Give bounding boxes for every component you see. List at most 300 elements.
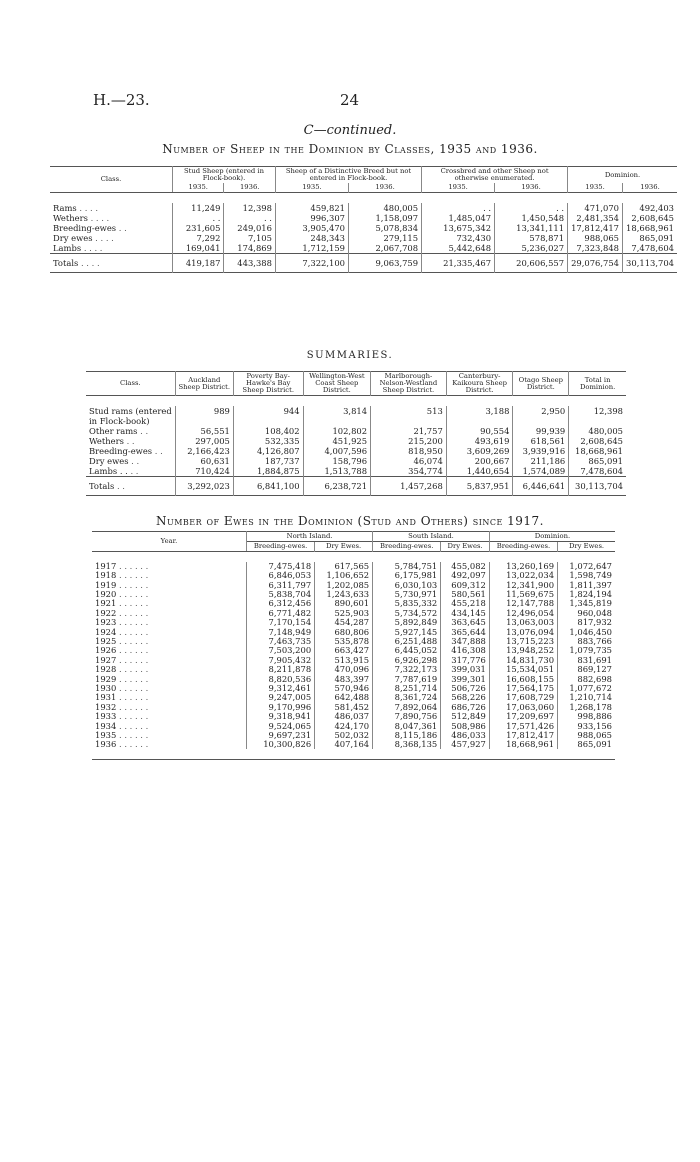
table-cell	[513, 416, 569, 426]
row-label	[50, 213, 173, 223]
table-cell: 1,072,647	[558, 562, 615, 571]
leader-dots: . . . . . .	[119, 720, 149, 731]
table-cell: 1,210,714	[558, 693, 615, 702]
table-row	[86, 466, 626, 477]
year-header: 1935.	[422, 183, 495, 193]
table-cell: 578,871	[495, 233, 568, 243]
year-text: 1932	[95, 701, 117, 712]
table-cell: 512,849	[441, 712, 490, 721]
spacer-row	[86, 396, 626, 407]
column-header: Year.	[92, 532, 247, 552]
table-row	[86, 406, 626, 416]
year-text: 1922	[95, 607, 117, 618]
table-cell: 7,475,418	[247, 562, 315, 571]
table-cell: 12,398	[224, 203, 275, 213]
column-header: Poverty Bay-Hawke's Bay Sheep District.	[233, 372, 303, 396]
table-cell: 5,835,332	[373, 599, 441, 608]
row-label-text: Rams	[53, 202, 77, 213]
table-cell: 1,712,159	[275, 243, 348, 254]
row-label-text: Stud rams (entered	[89, 405, 172, 416]
table-cell: 297,005	[175, 436, 233, 446]
table-cell: 1,811,397	[558, 580, 615, 589]
row-label	[86, 446, 175, 456]
table-cell: 618,561	[513, 436, 569, 446]
leader-dots: . . . .	[90, 212, 110, 223]
table-cell: 617,565	[315, 562, 373, 571]
table-cell: 56,551	[175, 426, 233, 436]
table-cell: 532,335	[233, 436, 303, 446]
table-cell: 459,821	[275, 203, 348, 213]
row-label	[50, 254, 173, 273]
row-label-text: Wethers	[89, 435, 124, 446]
table-cell: 9,063,759	[349, 254, 422, 273]
leader-dots: . . . . . .	[119, 692, 149, 703]
table-cell: 231,605	[173, 223, 224, 233]
table-cell: 158,796	[303, 456, 371, 466]
row-label-text: Wethers	[53, 212, 88, 223]
table-cell: 831,691	[558, 656, 615, 665]
row-label-text: Other rams	[89, 425, 138, 436]
leader-dots: . . . . . .	[119, 579, 149, 590]
table-cell: 13,948,252	[489, 646, 557, 655]
table-cell: 187,737	[233, 456, 303, 466]
table-cell: 248,343	[275, 233, 348, 243]
table-row	[92, 665, 615, 674]
year-text: 1917	[95, 560, 117, 571]
table-cell: 21,757	[371, 426, 447, 436]
table-cell: 108,402	[233, 426, 303, 436]
table-cell: 996,307	[275, 213, 348, 223]
year-header: 1935.	[275, 183, 348, 193]
table-cell: 90,554	[446, 426, 513, 436]
table-cell: 944	[233, 406, 303, 416]
year-text: 1931	[95, 692, 117, 703]
table-cell: 3,939,916	[513, 446, 569, 456]
leader-dots: . . . .	[80, 257, 100, 268]
table-cell: 13,715,223	[489, 637, 557, 646]
table-cell: 486,033	[441, 731, 490, 740]
table-cell: 680,806	[315, 627, 373, 636]
table-cell: 1,598,749	[558, 571, 615, 580]
table-cell: 9,318,941	[247, 712, 315, 721]
row-label	[50, 203, 173, 213]
table-cell: 5,442,648	[422, 243, 495, 254]
table-cell: 2,608,645	[569, 436, 626, 446]
table-row	[92, 618, 615, 627]
year-header: 1936.	[623, 183, 677, 193]
table-row	[50, 233, 677, 243]
table-cell: 642,488	[315, 693, 373, 702]
row-label-text: Lambs	[53, 242, 82, 253]
ewes-since-1917-table	[92, 531, 615, 760]
table-cell: 6,841,100	[233, 477, 303, 496]
table-cell: 200,667	[446, 456, 513, 466]
table-cell: 399,031	[441, 665, 490, 674]
table-row	[86, 477, 626, 496]
year-text: 1936	[95, 739, 117, 750]
column-header: Wellington-West Coast Sheep District.	[303, 372, 371, 396]
table-cell: 8,211,878	[247, 665, 315, 674]
spacer-cell	[86, 396, 175, 407]
row-label-text: Breeding-ewes	[53, 222, 117, 233]
table-cell: 9,697,231	[247, 731, 315, 740]
row-label	[86, 416, 175, 426]
spacer-cell	[50, 193, 173, 204]
leader-dots: . . . . . .	[119, 711, 149, 722]
table-cell	[371, 416, 447, 426]
table-cell	[569, 416, 626, 426]
table-cell: 883,766	[558, 637, 615, 646]
row-label	[50, 223, 173, 233]
table-cell: 347,888	[441, 637, 490, 646]
table-cell: 470,096	[315, 665, 373, 674]
table-cell	[233, 416, 303, 426]
table-cell: . .	[422, 203, 495, 213]
table-cell: 865,091	[569, 456, 626, 466]
table-cell: 1,884,875	[233, 466, 303, 477]
table-row	[86, 436, 626, 446]
year-text: 1929	[95, 673, 117, 684]
group-header: Crossbred and other Sheep not otherwise enumerated.	[422, 167, 568, 184]
table-cell: 960,048	[558, 609, 615, 618]
table-cell: 5,734,572	[373, 609, 441, 618]
table-cell: 6,926,298	[373, 656, 441, 665]
table-cell	[175, 416, 233, 426]
table-cell: 8,115,186	[373, 731, 441, 740]
table-cell: 7,478,604	[623, 243, 677, 254]
table-cell: 1,485,047	[422, 213, 495, 223]
table-cell: 12,496,054	[489, 609, 557, 618]
row-label	[86, 406, 175, 416]
table-cell: 211,186	[513, 456, 569, 466]
group-header: South Island.	[373, 532, 490, 542]
table-cell: 513,915	[315, 656, 373, 665]
table-cell: 7,105	[224, 233, 275, 243]
table-cell: 1,077,672	[558, 684, 615, 693]
table-cell: 6,445,052	[373, 646, 441, 655]
year-header: 1936.	[224, 183, 275, 193]
table-cell: 7,890,756	[373, 712, 441, 721]
column-header: Class.	[50, 167, 173, 193]
table-cell: . .	[224, 213, 275, 223]
table-cell: 46,074	[371, 456, 447, 466]
table-cell: 535,878	[315, 637, 373, 646]
row-label	[86, 456, 175, 466]
table-cell: 17,812,417	[568, 223, 623, 233]
table-cell: 581,452	[315, 703, 373, 712]
table-cell: 1,243,633	[315, 590, 373, 599]
table-cell: 1,450,548	[495, 213, 568, 223]
year-text: 1925	[95, 636, 117, 647]
table-cell: 480,005	[569, 426, 626, 436]
table-cell: 8,251,714	[373, 684, 441, 693]
spacer-row	[50, 193, 677, 204]
table-cell: 7,323,848	[568, 243, 623, 254]
table-cell: 2,166,423	[175, 446, 233, 456]
table-cell: 817,932	[558, 618, 615, 627]
leader-dots: . . . . . .	[119, 560, 149, 571]
table-cell: 7,292	[173, 233, 224, 243]
table-cell: 988,065	[558, 731, 615, 740]
table-cell: 513	[371, 406, 447, 416]
group-header: Sheep of a Distinctive Breed but not entered in Flock-book.	[275, 167, 421, 184]
table-cell: 5,236,027	[495, 243, 568, 254]
group-header: Dominion.	[568, 167, 677, 184]
table-cell: 568,226	[441, 693, 490, 702]
table-row	[86, 426, 626, 436]
table-cell: 732,430	[422, 233, 495, 243]
table-cell: 2,481,354	[568, 213, 623, 223]
year-text: 1935	[95, 729, 117, 740]
table-cell: 6,446,641	[513, 477, 569, 496]
table-cell: 998,886	[558, 712, 615, 721]
table-cell: 17,564,175	[489, 684, 557, 693]
table-cell: 483,397	[315, 674, 373, 683]
table-cell: 6,312,456	[247, 599, 315, 608]
table-cell: 6,771,482	[247, 609, 315, 618]
year-header: 1935.	[173, 183, 224, 193]
table-row	[86, 416, 626, 426]
table-cell: 890,601	[315, 599, 373, 608]
table-row	[86, 446, 626, 456]
table-row	[92, 740, 615, 749]
table-cell: 13,341,111	[495, 223, 568, 233]
table-cell: 29,076,754	[568, 254, 623, 273]
table-cell: 354,774	[371, 466, 447, 477]
table-cell: 12,147,788	[489, 599, 557, 608]
table-row	[92, 712, 615, 721]
leader-dots: . . . . . .	[119, 617, 149, 628]
row-label-text: Dry ewes	[53, 232, 93, 243]
table-cell: 4,126,807	[233, 446, 303, 456]
row-label	[86, 466, 175, 477]
table-row	[50, 203, 677, 213]
table-cell: 1,824,194	[558, 590, 615, 599]
table-cell: 18,668,961	[623, 223, 677, 233]
sub-header: Breeding-ewes.	[247, 542, 315, 552]
table-cell: 1,046,450	[558, 627, 615, 636]
column-header: Canterbury-Kaikoura Sheep District.	[446, 372, 513, 396]
table2-title: SUMMARIES.	[306, 350, 394, 361]
table-cell: 17,209,697	[489, 712, 557, 721]
table-cell: 12,398	[569, 406, 626, 416]
table-row	[92, 571, 615, 580]
sheep-by-classes-table	[50, 166, 677, 273]
row-label-text: Lambs . .	[89, 465, 128, 476]
row-label-text: Breeding-ewes	[89, 445, 153, 456]
table-cell: 12,341,900	[489, 580, 557, 589]
year-header: 1936.	[495, 183, 568, 193]
table-cell: 10,300,826	[247, 740, 315, 749]
table-cell: . .	[495, 203, 568, 213]
table-cell: 7,892,064	[373, 703, 441, 712]
table-cell: 471,070	[568, 203, 623, 213]
table-cell: 407,164	[315, 740, 373, 749]
leader-dots: . .	[116, 480, 125, 491]
table-cell: 506,726	[441, 684, 490, 693]
table-cell: 7,905,432	[247, 656, 315, 665]
table-cell: 1,345,819	[558, 599, 615, 608]
table-cell: 7,148,949	[247, 627, 315, 636]
table3-title: Number of Ewes in the Dominion (Stud and Others) since 1917.	[155, 514, 544, 528]
table-cell: 363,645	[441, 618, 490, 627]
leader-dots: . . . . . .	[119, 626, 149, 637]
sub-header: Breeding-ewes.	[489, 542, 557, 552]
table-cell: 3,814	[303, 406, 371, 416]
leader-dots: . . . . . .	[119, 664, 149, 675]
table-cell: 1,574,089	[513, 466, 569, 477]
table-cell: 21,335,467	[422, 254, 495, 273]
table-cell: 2,950	[513, 406, 569, 416]
table-cell: 7,787,619	[373, 674, 441, 683]
group-header: North Island.	[247, 532, 373, 542]
leader-dots: . . . . . .	[119, 701, 149, 712]
table-cell: 279,115	[349, 233, 422, 243]
leader-dots: . . . . . .	[119, 729, 149, 740]
table-cell: 5,837,951	[446, 477, 513, 496]
table-cell: 2,608,645	[623, 213, 677, 223]
year-text: 1934	[95, 720, 117, 731]
year-text: 1918	[95, 570, 117, 581]
table-cell: 6,175,981	[373, 571, 441, 580]
table1-title: Number of Sheep in the Dominion by Classes, 1935 and 1936.	[162, 142, 538, 156]
table-cell: 5,730,971	[373, 590, 441, 599]
table-cell: 525,903	[315, 609, 373, 618]
table-cell: 8,820,536	[247, 674, 315, 683]
table-cell: 9,247,005	[247, 693, 315, 702]
table-cell: 14,831,730	[489, 656, 557, 665]
table-cell: 502,032	[315, 731, 373, 740]
table-row	[86, 456, 626, 466]
table-cell: 416,308	[441, 646, 490, 655]
row-label	[86, 477, 175, 496]
table-cell: 663,427	[315, 646, 373, 655]
table-cell: 1,513,788	[303, 466, 371, 477]
table-cell: 1,202,085	[315, 580, 373, 589]
table-cell: 13,063,003	[489, 618, 557, 627]
table-cell: 16,608,155	[489, 674, 557, 683]
leader-dots: . . . . . .	[119, 654, 149, 665]
row-label-text: Dry ewes	[89, 455, 129, 466]
year-text: 1926	[95, 645, 117, 656]
table-cell: 5,784,751	[373, 562, 441, 571]
table-cell: 15,534,051	[489, 665, 557, 674]
table-cell: 365,644	[441, 627, 490, 636]
table-cell: 17,571,426	[489, 721, 557, 730]
year-text: 1920	[95, 589, 117, 600]
table-cell: 13,076,094	[489, 627, 557, 636]
row-label	[86, 426, 175, 436]
table-cell: 455,082	[441, 562, 490, 571]
year-text: 1923	[95, 617, 117, 628]
table-cell: 11,569,675	[489, 590, 557, 599]
table-cell: 13,022,034	[489, 571, 557, 580]
table-cell	[446, 416, 513, 426]
table-row	[50, 254, 677, 273]
leader-dots: . . . .	[95, 232, 114, 243]
table-cell: 7,322,100	[275, 254, 348, 273]
year-text: 1919	[95, 579, 117, 590]
row-label	[50, 233, 173, 243]
table-cell: 7,478,604	[569, 466, 626, 477]
table-cell: 1,158,097	[349, 213, 422, 223]
table-cell: 8,368,135	[373, 740, 441, 749]
table-cell: 434,145	[441, 609, 490, 618]
year-header: 1936.	[349, 183, 422, 193]
table-cell: 5,927,145	[373, 627, 441, 636]
table-cell: 686,726	[441, 703, 490, 712]
table-row	[50, 243, 677, 254]
spacer-cell	[92, 749, 247, 759]
table-cell: 710,424	[175, 466, 233, 477]
sub-header: Dry Ewes.	[441, 542, 490, 552]
table-cell: 7,463,735	[247, 637, 315, 646]
leader-dots: . .	[126, 435, 135, 446]
column-header: Otago Sheep District.	[513, 372, 569, 396]
table-cell: 818,950	[371, 446, 447, 456]
year-label	[92, 740, 247, 749]
column-header: Total in Dominion.	[569, 372, 626, 396]
summaries-table	[86, 371, 626, 496]
table-cell: 20,606,557	[495, 254, 568, 273]
row-label-text: Totals	[89, 480, 115, 491]
year-text: 1930	[95, 683, 117, 693]
year-text: 1924	[95, 626, 117, 637]
row-label	[50, 243, 173, 254]
column-header: Auckland Sheep District.	[175, 372, 233, 396]
table-cell: 17,063,060	[489, 703, 557, 712]
leader-dots: . . . . . .	[119, 598, 149, 609]
leader-dots: . . . . . .	[119, 683, 149, 693]
table-cell: 249,016	[224, 223, 275, 233]
table-cell: 3,188	[446, 406, 513, 416]
table-cell: 5,838,704	[247, 590, 315, 599]
leader-dots: . . . . . .	[119, 570, 149, 581]
table-cell: 17,608,729	[489, 693, 557, 702]
leader-dots: . . . . . .	[119, 607, 149, 618]
table-cell: 7,322,173	[373, 665, 441, 674]
table-cell: 419,187	[173, 254, 224, 273]
leader-dots: . .	[131, 455, 140, 466]
table-cell: 424,170	[315, 721, 373, 730]
table-cell: 609,312	[441, 580, 490, 589]
table-cell: 480,005	[349, 203, 422, 213]
table-cell: 3,905,470	[275, 223, 348, 233]
sub-header: Breeding-ewes.	[373, 542, 441, 552]
table-row	[50, 223, 677, 233]
document-reference: H.—23.	[93, 91, 150, 109]
table-cell: 1,457,268	[371, 477, 447, 496]
year-text: 1927	[95, 654, 117, 665]
table-cell: 18,668,961	[569, 446, 626, 456]
table-cell: 6,311,797	[247, 580, 315, 589]
table-cell: . .	[173, 213, 224, 223]
table-cell: 6,251,488	[373, 637, 441, 646]
table-cell: 1,268,178	[558, 703, 615, 712]
table-cell: 6,238,721	[303, 477, 371, 496]
table-cell: 865,091	[558, 740, 615, 749]
page-number: 24	[340, 91, 360, 109]
table-cell: 2,067,708	[349, 243, 422, 254]
table-cell: 989	[175, 406, 233, 416]
table-cell: 492,403	[623, 203, 677, 213]
table-cell: 1,079,735	[558, 646, 615, 655]
year-header: 1935.	[568, 183, 623, 193]
table-cell: 570,946	[315, 684, 373, 693]
table-cell: 17,812,417	[489, 731, 557, 740]
table-cell: 174,869	[224, 243, 275, 254]
table-cell: 3,292,023	[175, 477, 233, 496]
